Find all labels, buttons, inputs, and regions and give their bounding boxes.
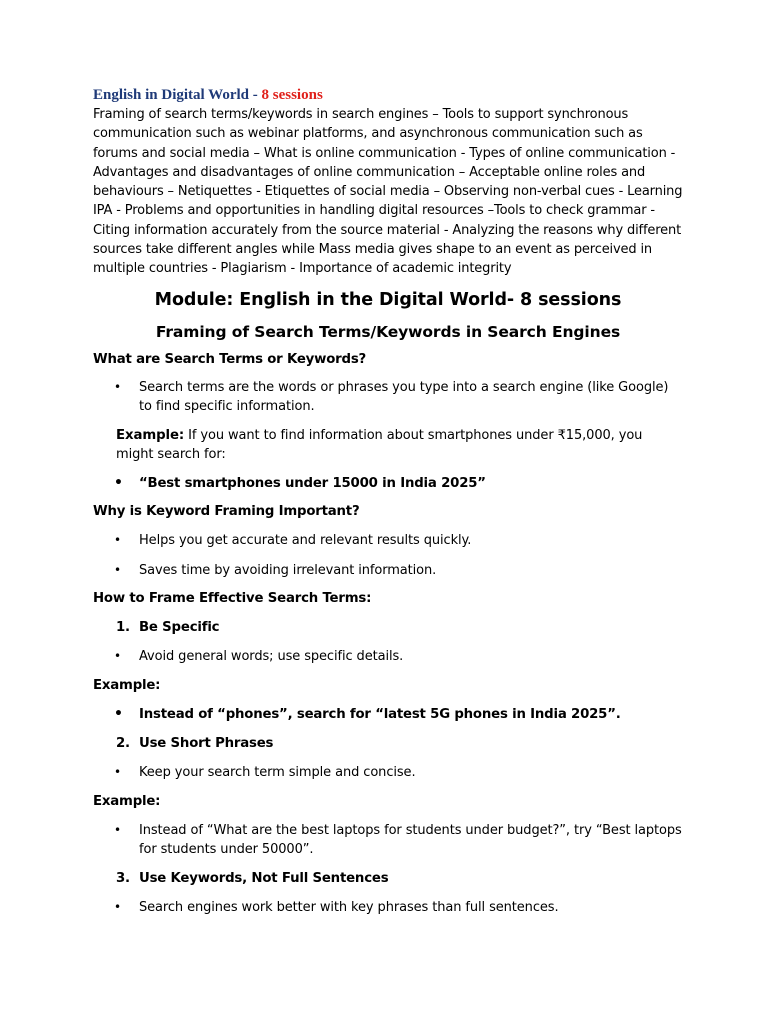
numbered-step (93, 734, 683, 753)
bullet-item (93, 763, 683, 783)
step-number: 1. (116, 620, 130, 636)
bullet-icon: • (114, 899, 121, 914)
example-text: If you want to find information about smartphones under ₹15,000, you might search for: (116, 427, 643, 463)
example-heading: Example: (93, 793, 161, 809)
example-heading: Example: (93, 677, 161, 693)
step-title: Use Keywords, Not Full Sentences (139, 870, 389, 886)
question-heading-what-are-search-terms: What are Search Terms or Keywords? (93, 351, 367, 367)
course-heading (93, 86, 683, 105)
document-content (93, 86, 683, 917)
module-title: Module: English in the Digital World- 8 sessions (154, 289, 622, 310)
bullet-item (93, 531, 683, 551)
step-title: Use Short Phrases (139, 736, 274, 752)
example-paragraph (93, 426, 683, 465)
course-heading-title: English in Digital World - (93, 87, 262, 103)
bullet-icon: • (114, 765, 121, 780)
bullet-icon: • (114, 562, 121, 577)
bullet-icon: • (114, 822, 121, 837)
bullet-text: Helps you get accurate and relevant results quickly. (139, 533, 472, 549)
bullet-item-example (93, 821, 683, 860)
numbered-step (93, 869, 683, 888)
bullet-text: “Best smartphones under 15000 in India 2025” (139, 475, 486, 491)
bullet-text: Instead of “phones”, search for “latest 5G phones in India 2025”. (139, 706, 621, 722)
bullet-text: Search terms are the words or phrases you type into a search engine (like Google) to find specific information. (139, 379, 669, 415)
step-number: 2. (116, 736, 130, 752)
bullet-item (93, 561, 683, 581)
bullet-icon: • (114, 474, 123, 491)
example-label: Example: (116, 427, 185, 443)
question-heading-why-important: Why is Keyword Framing Important? (93, 504, 360, 520)
bullet-item (93, 378, 683, 417)
step-number: 3. (116, 870, 130, 886)
bullet-item-example (93, 705, 683, 725)
bullet-item (93, 898, 683, 918)
bullet-item (93, 647, 683, 667)
step-title: Be Specific (139, 620, 220, 636)
bullet-text: Saves time by avoiding irrelevant information. (139, 562, 437, 578)
numbered-step (93, 618, 683, 637)
bullet-item-example-query (93, 474, 683, 494)
question-heading-how-to-frame: How to Frame Effective Search Terms: (93, 591, 372, 607)
bullet-text: Avoid general words; use specific details. (139, 649, 404, 665)
bullet-text: Search engines work better with key phrases than full sentences. (139, 899, 559, 915)
bullet-icon: • (114, 533, 121, 548)
bullet-text: Instead of “What are the best laptops for students under budget?”, try “Best laptops for students under 50000”. (139, 822, 682, 858)
bullet-icon: • (114, 705, 123, 722)
bullet-icon: • (114, 379, 121, 394)
course-heading-sessions: 8 sessions (261, 87, 323, 103)
bullet-icon: • (114, 649, 121, 664)
section-title: Framing of Search Terms/Keywords in Search Engines (155, 322, 621, 341)
syllabus-paragraph: Framing of search terms/keywords in search engines – Tools to support synchronous communication such as webinar platforms, and asynchronous communication such as forums and social media – What is online communication - Types of online communication - Advantages and disadvantages of online communication – Acceptable online roles and behaviours – Netiquettes - Etiquettes of social media – Observing non-verbal cues - Learning IPA - Problems and opportunities in handling digital resources –Tools to check grammar - Citing information accurately from the source material - Analyzing the reasons why different sources take different angles while Mass media gives shape to an event as perceived in multiple countries - Plagiarism - Importance of academic integrity (93, 107, 683, 277)
bullet-text: Keep your search term simple and concise. (139, 765, 416, 781)
